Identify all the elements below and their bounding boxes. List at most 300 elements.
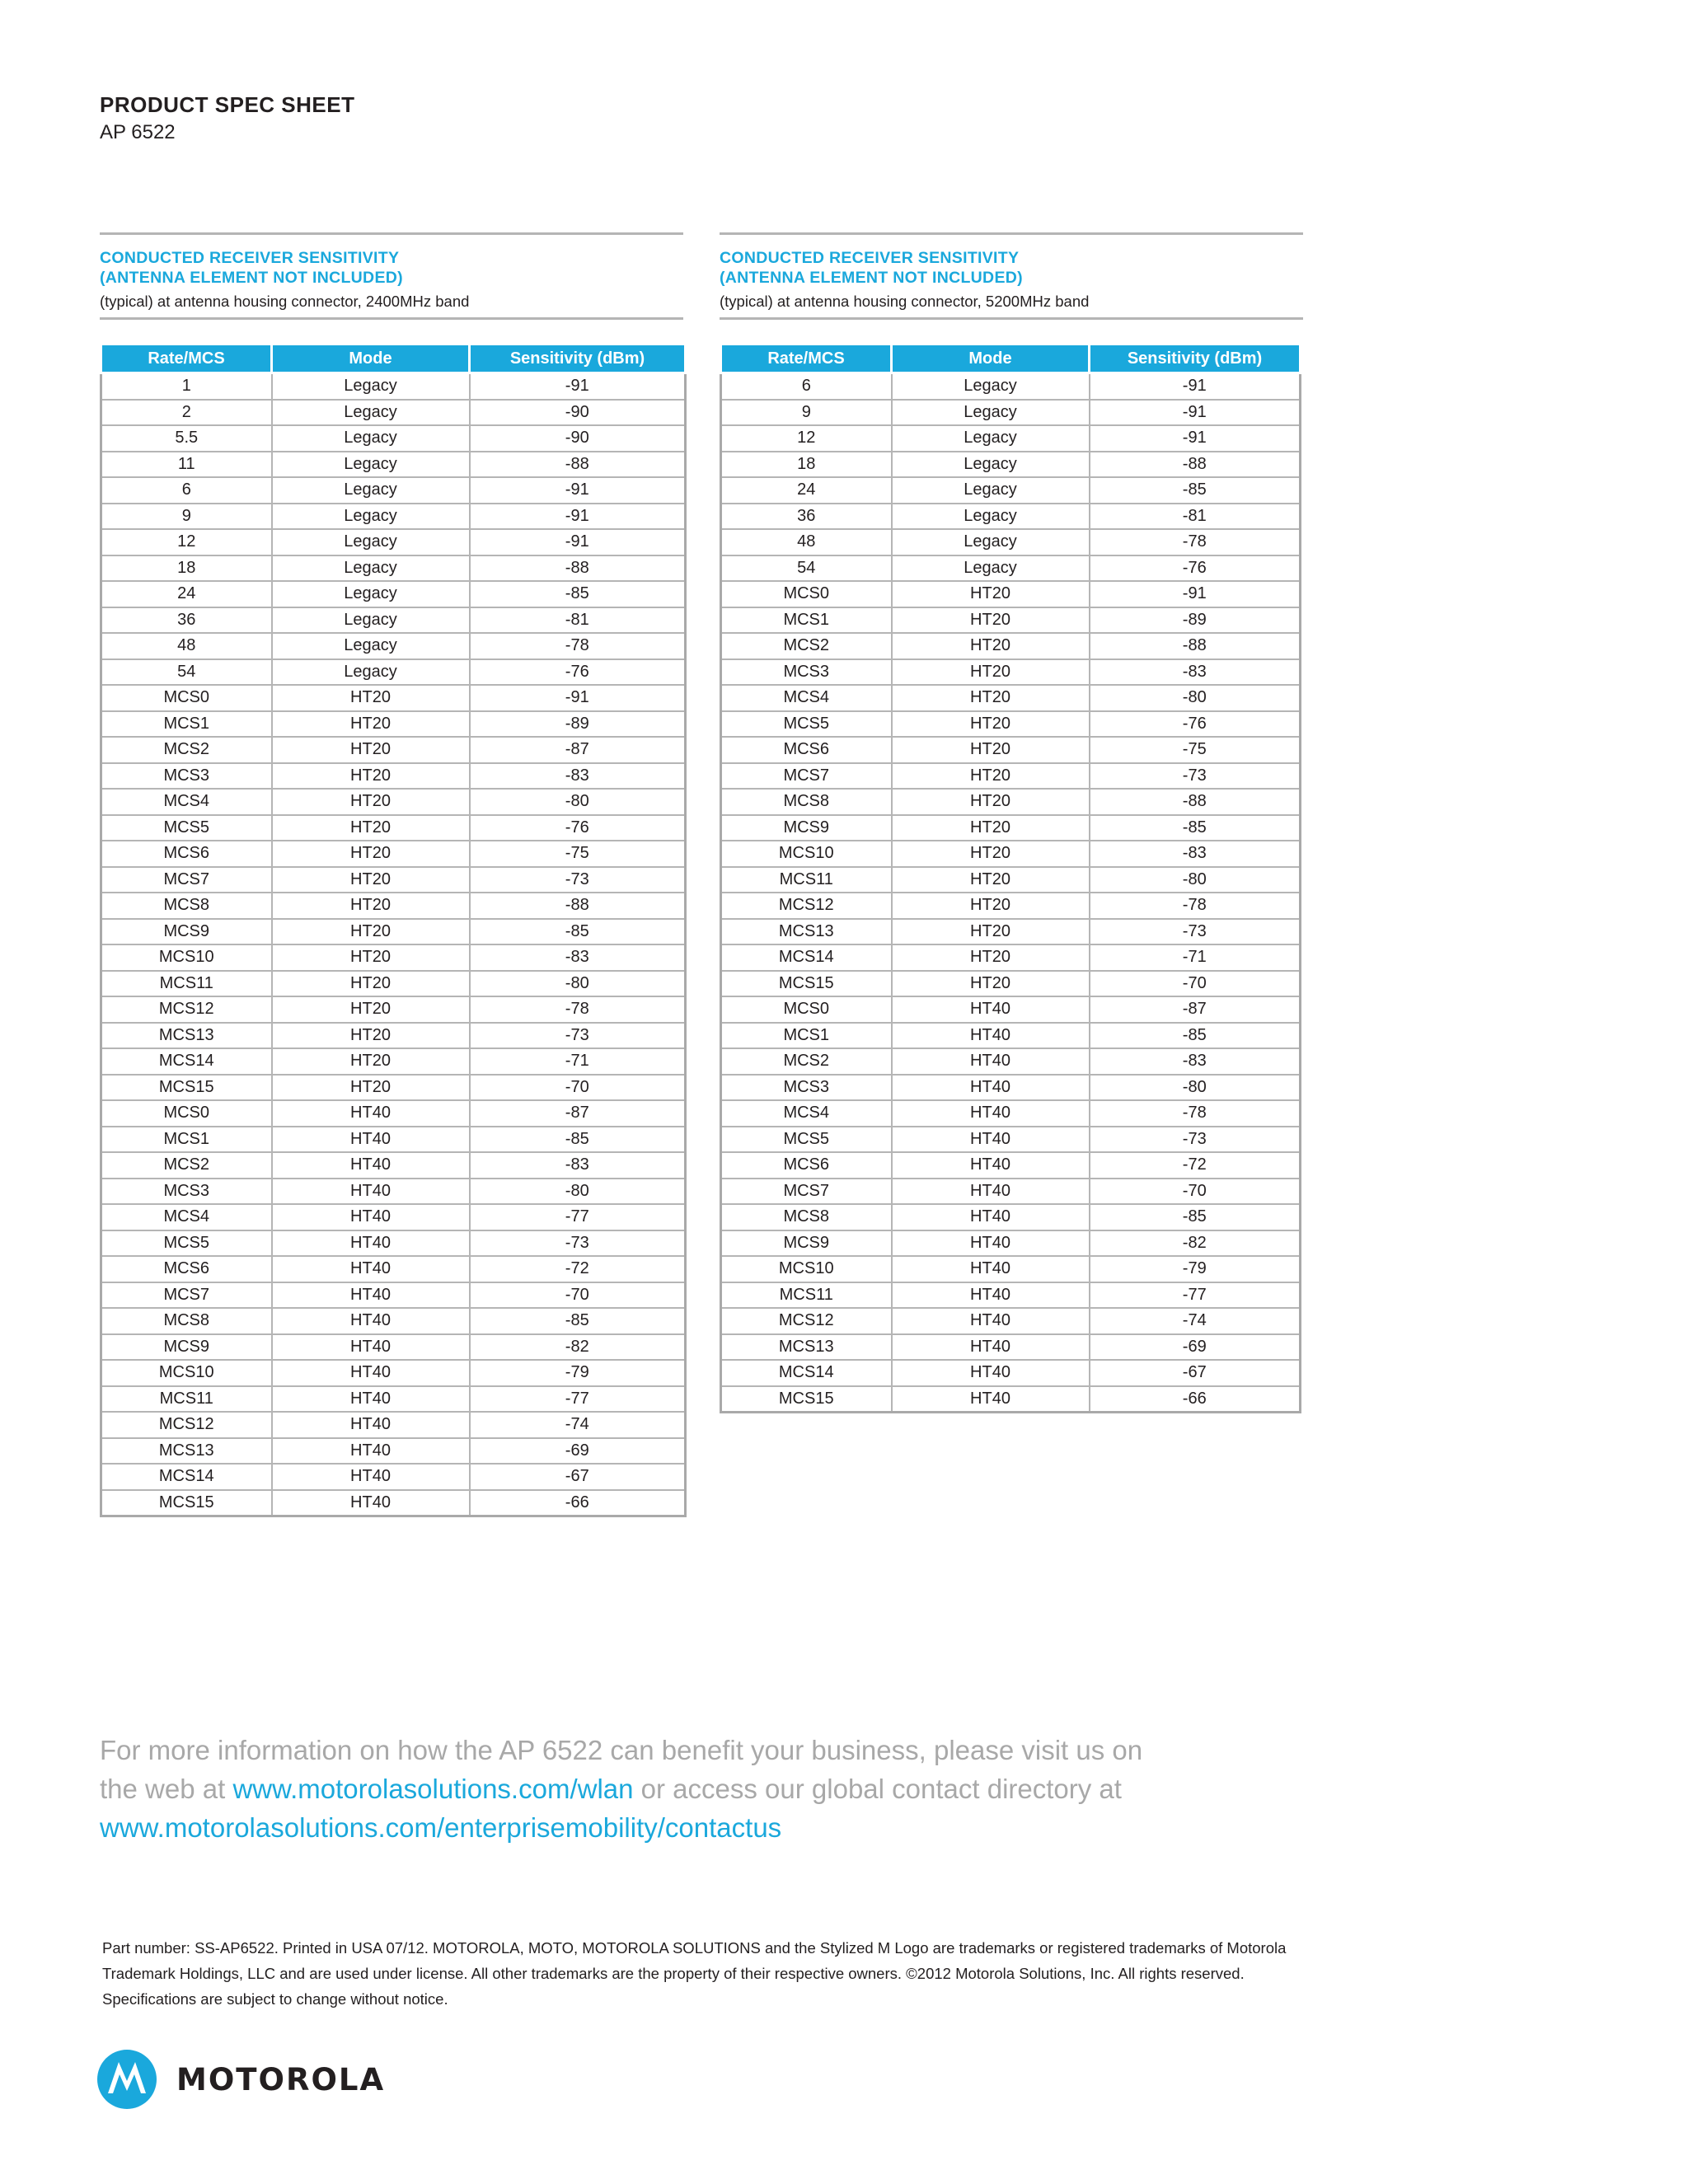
sensitivity-cell: -71 <box>470 1048 686 1075</box>
section-caption: (typical) at antenna housing connector, 2400MHz band <box>100 293 683 320</box>
table-row <box>101 1152 686 1179</box>
table-row <box>721 1360 1301 1386</box>
table-row <box>101 633 686 659</box>
rate-cell: MCS9 <box>101 1334 272 1361</box>
column-header-mode: Mode <box>892 344 1090 373</box>
sensitivity-cell: -76 <box>1090 555 1301 582</box>
mode-cell: HT20 <box>892 919 1090 945</box>
sensitivity-cell: -75 <box>470 841 686 867</box>
rate-cell: MCS6 <box>721 737 892 763</box>
rate-cell: 36 <box>721 504 892 530</box>
motorola-logo <box>97 2048 385 2111</box>
sensitivity-cell: -85 <box>470 1308 686 1334</box>
mode-cell: HT40 <box>892 1048 1090 1075</box>
sensitivity-table-5200mhz <box>720 343 1301 1413</box>
mode-cell: HT40 <box>272 1230 470 1257</box>
rate-cell: 12 <box>101 529 272 555</box>
table-row <box>101 1334 686 1361</box>
rate-cell: MCS8 <box>721 789 892 815</box>
mode-cell: HT20 <box>272 1075 470 1101</box>
rate-cell: MCS5 <box>101 1230 272 1257</box>
mode-cell: HT20 <box>272 1048 470 1075</box>
table-row <box>721 1256 1301 1282</box>
sensitivity-cell: -83 <box>1090 1048 1301 1075</box>
sensitivity-cell: -83 <box>1090 841 1301 867</box>
table-row <box>721 633 1301 659</box>
column-header-rate: Rate/MCS <box>101 344 272 373</box>
rate-cell: MCS9 <box>721 815 892 841</box>
table-row <box>101 841 686 867</box>
section-heading-line1: CONDUCTED RECEIVER SENSITIVITY <box>100 249 400 267</box>
rate-cell: 2 <box>101 400 272 426</box>
sensitivity-cell: -87 <box>1090 996 1301 1023</box>
section-heading-line1: CONDUCTED RECEIVER SENSITIVITY <box>720 249 1020 267</box>
table-row <box>721 1308 1301 1334</box>
rate-cell: MCS10 <box>721 841 892 867</box>
mode-cell: Legacy <box>272 477 470 504</box>
rate-cell: MCS14 <box>721 1360 892 1386</box>
mode-cell: HT20 <box>892 789 1090 815</box>
table-row <box>721 1179 1301 1205</box>
sensitivity-cell: -73 <box>470 867 686 893</box>
table-row <box>721 400 1301 426</box>
sensitivity-cell: -79 <box>470 1360 686 1386</box>
sensitivity-cell: -85 <box>1090 815 1301 841</box>
mode-cell: Legacy <box>892 529 1090 555</box>
table-row <box>721 1075 1301 1101</box>
divider <box>720 232 1303 235</box>
mode-cell: HT40 <box>272 1308 470 1334</box>
mode-cell: Legacy <box>892 477 1090 504</box>
rate-cell: MCS12 <box>721 893 892 919</box>
column-header-rate: Rate/MCS <box>721 344 892 373</box>
table-header-row <box>721 344 1301 373</box>
sensitivity-cell: -78 <box>1090 893 1301 919</box>
mode-cell: Legacy <box>892 425 1090 452</box>
sensitivity-cell: -79 <box>1090 1256 1301 1282</box>
sensitivity-cell: -91 <box>1090 373 1301 400</box>
table-row <box>721 867 1301 893</box>
table-row <box>101 477 686 504</box>
sensitivity-cell: -77 <box>1090 1282 1301 1309</box>
table-row <box>721 1100 1301 1127</box>
rate-cell: MCS14 <box>101 1464 272 1490</box>
rate-cell: MCS6 <box>721 1152 892 1179</box>
sensitivity-cell: -87 <box>470 1100 686 1127</box>
mode-cell: HT20 <box>892 763 1090 790</box>
rate-cell: MCS13 <box>101 1023 272 1049</box>
sensitivity-cell: -66 <box>1090 1386 1301 1413</box>
sensitivity-cell: -83 <box>470 1152 686 1179</box>
mode-cell: HT40 <box>892 1100 1090 1127</box>
sensitivity-cell: -91 <box>470 504 686 530</box>
rate-cell: MCS10 <box>101 944 272 971</box>
mode-cell: HT20 <box>272 996 470 1023</box>
table-row <box>101 996 686 1023</box>
sensitivity-cell: -91 <box>470 373 686 400</box>
rate-cell: 24 <box>101 581 272 607</box>
sensitivity-cell: -78 <box>1090 1100 1301 1127</box>
rate-cell: 6 <box>101 477 272 504</box>
rate-cell: MCS2 <box>721 1048 892 1075</box>
cta-text: or access our global contact directory at <box>633 1774 1122 1804</box>
rate-cell: MCS5 <box>721 711 892 738</box>
table-row <box>101 1100 686 1127</box>
table-row <box>721 944 1301 971</box>
mode-cell: HT40 <box>892 1230 1090 1257</box>
rate-cell: 12 <box>721 425 892 452</box>
rate-cell: MCS0 <box>721 581 892 607</box>
sensitivity-cell: -90 <box>470 425 686 452</box>
sensitivity-cell: -67 <box>470 1464 686 1490</box>
sensitivity-cell: -91 <box>470 529 686 555</box>
mode-cell: HT40 <box>272 1256 470 1282</box>
rate-cell: 18 <box>721 452 892 478</box>
rate-cell: 54 <box>721 555 892 582</box>
table-row <box>101 789 686 815</box>
table-row <box>101 1179 686 1205</box>
mode-cell: HT40 <box>892 1127 1090 1153</box>
sensitivity-cell: -88 <box>470 893 686 919</box>
table-row <box>721 607 1301 634</box>
sensitivity-cell: -78 <box>470 996 686 1023</box>
sensitivity-cell: -69 <box>1090 1334 1301 1361</box>
rate-cell: MCS0 <box>101 1100 272 1127</box>
rate-cell: MCS12 <box>721 1308 892 1334</box>
rate-cell: MCS7 <box>721 1179 892 1205</box>
table-row <box>101 373 686 400</box>
mode-cell: HT20 <box>892 944 1090 971</box>
mode-cell: HT40 <box>892 1152 1090 1179</box>
rate-cell: MCS5 <box>721 1127 892 1153</box>
table-row <box>101 1127 686 1153</box>
rate-cell: MCS4 <box>721 1100 892 1127</box>
table-row <box>721 425 1301 452</box>
table-row <box>101 1490 686 1516</box>
table-row <box>101 607 686 634</box>
mode-cell: Legacy <box>272 373 470 400</box>
sensitivity-cell: -67 <box>1090 1360 1301 1386</box>
mode-cell: HT20 <box>892 893 1090 919</box>
table-row <box>101 1230 686 1257</box>
sensitivity-cell: -70 <box>1090 971 1301 997</box>
sensitivity-cell: -91 <box>470 685 686 711</box>
sensitivity-cell: -91 <box>470 477 686 504</box>
mode-cell: HT20 <box>272 789 470 815</box>
mode-cell: HT40 <box>892 1334 1090 1361</box>
rate-cell: MCS1 <box>721 1023 892 1049</box>
mode-cell: HT20 <box>892 867 1090 893</box>
rate-cell: MCS9 <box>101 919 272 945</box>
table-row <box>721 373 1301 400</box>
table-row <box>721 504 1301 530</box>
mode-cell: HT20 <box>272 893 470 919</box>
sensitivity-cell: -74 <box>470 1412 686 1438</box>
mode-cell: HT40 <box>272 1438 470 1465</box>
panel-2400mhz-heading <box>100 232 683 320</box>
mode-cell: HT20 <box>892 633 1090 659</box>
sensitivity-cell: -81 <box>470 607 686 634</box>
table-row <box>721 815 1301 841</box>
mode-cell: HT20 <box>892 685 1090 711</box>
sensitivity-cell: -80 <box>1090 1075 1301 1101</box>
sensitivity-cell: -80 <box>470 789 686 815</box>
table-row <box>101 452 686 478</box>
sensitivity-cell: -85 <box>470 919 686 945</box>
mode-cell: HT40 <box>272 1152 470 1179</box>
table-row <box>101 971 686 997</box>
rate-cell: MCS4 <box>721 685 892 711</box>
sensitivity-cell: -75 <box>1090 737 1301 763</box>
mode-cell: HT20 <box>892 659 1090 686</box>
rate-cell: MCS5 <box>101 815 272 841</box>
sensitivity-cell: -85 <box>1090 477 1301 504</box>
rate-cell: MCS2 <box>101 1152 272 1179</box>
rate-cell: 18 <box>101 555 272 582</box>
table-row <box>721 841 1301 867</box>
table-row <box>101 1256 686 1282</box>
rate-cell: MCS8 <box>101 893 272 919</box>
mode-cell: HT20 <box>272 737 470 763</box>
mode-cell: HT20 <box>272 711 470 738</box>
sensitivity-cell: -91 <box>1090 425 1301 452</box>
rate-cell: MCS3 <box>721 659 892 686</box>
rate-cell: MCS15 <box>721 971 892 997</box>
rate-cell: MCS6 <box>101 841 272 867</box>
mode-cell: HT40 <box>272 1204 470 1230</box>
sensitivity-cell: -78 <box>470 633 686 659</box>
mode-cell: HT40 <box>892 1282 1090 1309</box>
mode-cell: HT20 <box>892 607 1090 634</box>
mode-cell: HT40 <box>892 1386 1090 1413</box>
sensitivity-cell: -88 <box>470 452 686 478</box>
table-row <box>721 711 1301 738</box>
table-row <box>101 1048 686 1075</box>
rate-cell: MCS2 <box>101 737 272 763</box>
mode-cell: HT40 <box>892 1308 1090 1334</box>
table-row <box>721 1282 1301 1309</box>
table-row <box>721 971 1301 997</box>
rate-cell: MCS6 <box>101 1256 272 1282</box>
table-row <box>101 659 686 686</box>
sensitivity-cell: -80 <box>470 971 686 997</box>
sensitivity-cell: -89 <box>1090 607 1301 634</box>
sensitivity-cell: -70 <box>470 1075 686 1101</box>
table-row <box>101 867 686 893</box>
mode-cell: HT20 <box>892 841 1090 867</box>
table-row <box>101 685 686 711</box>
sensitivity-cell: -91 <box>1090 581 1301 607</box>
table-row <box>721 919 1301 945</box>
mode-cell: HT40 <box>272 1412 470 1438</box>
mode-cell: Legacy <box>272 425 470 452</box>
mode-cell: Legacy <box>272 633 470 659</box>
sensitivity-cell: -88 <box>1090 789 1301 815</box>
rate-cell: MCS7 <box>101 867 272 893</box>
table-row <box>721 1127 1301 1153</box>
table-row <box>721 789 1301 815</box>
sensitivity-cell: -72 <box>470 1256 686 1282</box>
table-row <box>101 711 686 738</box>
table-row <box>101 529 686 555</box>
mode-cell: HT20 <box>272 944 470 971</box>
mode-cell: Legacy <box>272 607 470 634</box>
rate-cell: MCS13 <box>721 1334 892 1361</box>
panel-5200mhz-heading <box>720 232 1303 320</box>
mode-cell: HT20 <box>892 581 1090 607</box>
table-row <box>721 555 1301 582</box>
sensitivity-cell: -87 <box>470 737 686 763</box>
sensitivity-cell: -88 <box>1090 452 1301 478</box>
rate-cell: MCS15 <box>101 1490 272 1516</box>
mode-cell: HT40 <box>892 1256 1090 1282</box>
rate-cell: MCS11 <box>101 971 272 997</box>
sensitivity-cell: -73 <box>1090 919 1301 945</box>
sensitivity-cell: -73 <box>470 1230 686 1257</box>
rate-cell: MCS13 <box>721 919 892 945</box>
sensitivity-cell: -88 <box>470 555 686 582</box>
sensitivity-cell: -82 <box>470 1334 686 1361</box>
table-row <box>721 452 1301 478</box>
sensitivity-cell: -77 <box>470 1204 686 1230</box>
rate-cell: MCS10 <box>101 1360 272 1386</box>
mode-cell: Legacy <box>892 504 1090 530</box>
mode-cell: HT40 <box>272 1464 470 1490</box>
mode-cell: HT20 <box>272 763 470 790</box>
rate-cell: MCS15 <box>101 1075 272 1101</box>
table-row <box>721 737 1301 763</box>
rate-cell: 1 <box>101 373 272 400</box>
mode-cell: HT20 <box>272 867 470 893</box>
mode-cell: Legacy <box>272 452 470 478</box>
rate-cell: MCS3 <box>101 763 272 790</box>
sensitivity-cell: -89 <box>470 711 686 738</box>
rate-cell: MCS11 <box>721 1282 892 1309</box>
sensitivity-cell: -80 <box>1090 867 1301 893</box>
sensitivity-cell: -83 <box>470 763 686 790</box>
mode-cell: HT20 <box>272 815 470 841</box>
sensitivity-cell: -85 <box>1090 1023 1301 1049</box>
mode-cell: HT20 <box>892 737 1090 763</box>
rate-cell: MCS11 <box>101 1386 272 1413</box>
sensitivity-cell: -81 <box>1090 504 1301 530</box>
sensitivity-cell: -76 <box>470 815 686 841</box>
legal-notice: Part number: SS-AP6522. Printed in USA 07/12. MOTOROLA, MOTO, MOTOROLA SOLUTIONS and the Stylized M Logo are trademarks or registered trademarks of Motorola Trademark Holdings, LLC and are used under license. All other trademarks are the property of their respective owners. ©2012 Motorola Solutions, Inc. All rights reserved. Specifications are subject to change without notice. <box>102 1939 1287 2008</box>
table-row <box>721 1334 1301 1361</box>
table-row <box>721 529 1301 555</box>
rate-cell: MCS4 <box>101 789 272 815</box>
mode-cell: Legacy <box>892 555 1090 582</box>
sensitivity-cell: -76 <box>470 659 686 686</box>
page-header <box>100 92 355 144</box>
cta-text: For more information on how the AP 6522 can benefit your business, please visit us on the web at <box>100 1735 1143 1804</box>
column-header-sensitivity: Sensitivity (dBm) <box>470 344 686 373</box>
table-row <box>101 1075 686 1101</box>
sensitivity-cell: -90 <box>470 400 686 426</box>
rate-cell: MCS9 <box>721 1230 892 1257</box>
mode-cell: HT40 <box>892 1023 1090 1049</box>
rate-cell: 6 <box>721 373 892 400</box>
rate-cell: MCS1 <box>721 607 892 634</box>
mode-cell: HT40 <box>892 1179 1090 1205</box>
table-row <box>721 1152 1301 1179</box>
rate-cell: 48 <box>101 633 272 659</box>
table-row <box>101 1464 686 1490</box>
mode-cell: HT20 <box>272 841 470 867</box>
table-row <box>101 400 686 426</box>
sensitivity-cell: -73 <box>470 1023 686 1049</box>
mode-cell: HT40 <box>272 1334 470 1361</box>
table-row <box>721 1386 1301 1413</box>
sensitivity-cell: -70 <box>470 1282 686 1309</box>
rate-cell: 36 <box>101 607 272 634</box>
table-row <box>101 1023 686 1049</box>
rate-cell: MCS8 <box>721 1204 892 1230</box>
sensitivity-cell: -82 <box>1090 1230 1301 1257</box>
sensitivity-cell: -73 <box>1090 1127 1301 1153</box>
mode-cell: Legacy <box>272 555 470 582</box>
table-row <box>101 1282 686 1309</box>
table-row <box>101 581 686 607</box>
sensitivity-cell: -70 <box>1090 1179 1301 1205</box>
table-row <box>101 944 686 971</box>
mode-cell: Legacy <box>272 529 470 555</box>
motorola-m-logo-icon <box>97 2050 157 2109</box>
section-caption: (typical) at antenna housing connector, 5200MHz band <box>720 293 1303 320</box>
table-header-row <box>101 344 686 373</box>
table-row <box>721 659 1301 686</box>
table-row <box>101 737 686 763</box>
sensitivity-cell: -71 <box>1090 944 1301 971</box>
mode-cell: HT20 <box>272 971 470 997</box>
motorola-wordmark: MOTOROLA <box>176 2061 386 2097</box>
rate-cell: MCS12 <box>101 1412 272 1438</box>
mode-cell: HT20 <box>892 815 1090 841</box>
rate-cell: MCS1 <box>101 1127 272 1153</box>
rate-cell: MCS7 <box>101 1282 272 1309</box>
rate-cell: 9 <box>101 504 272 530</box>
contact-directory-link[interactable]: www.motorolasolutions.com/enterprisemobility/contactus <box>100 1812 782 1843</box>
mode-cell: HT40 <box>272 1282 470 1309</box>
rate-cell: MCS3 <box>101 1179 272 1205</box>
mode-cell: HT40 <box>892 996 1090 1023</box>
rate-cell: MCS3 <box>721 1075 892 1101</box>
table-row <box>721 1204 1301 1230</box>
table-row <box>721 477 1301 504</box>
table-row <box>721 1048 1301 1075</box>
table-row <box>101 1308 686 1334</box>
mode-cell: Legacy <box>272 400 470 426</box>
table-row <box>101 504 686 530</box>
rate-cell: MCS12 <box>101 996 272 1023</box>
sensitivity-cell: -74 <box>1090 1308 1301 1334</box>
mode-cell: HT20 <box>272 919 470 945</box>
sensitivity-cell: -77 <box>470 1386 686 1413</box>
table-row <box>721 685 1301 711</box>
mode-cell: HT20 <box>892 711 1090 738</box>
rate-cell: MCS0 <box>101 685 272 711</box>
table-row <box>721 581 1301 607</box>
rate-cell: 48 <box>721 529 892 555</box>
sensitivity-cell: -83 <box>470 944 686 971</box>
more-info-text <box>100 1731 1171 1847</box>
mode-cell: Legacy <box>892 400 1090 426</box>
table-row <box>721 763 1301 790</box>
mode-cell: HT40 <box>892 1360 1090 1386</box>
sensitivity-cell: -76 <box>1090 711 1301 738</box>
wlan-link[interactable]: www.motorolasolutions.com/wlan <box>232 1774 634 1804</box>
divider <box>100 232 683 235</box>
